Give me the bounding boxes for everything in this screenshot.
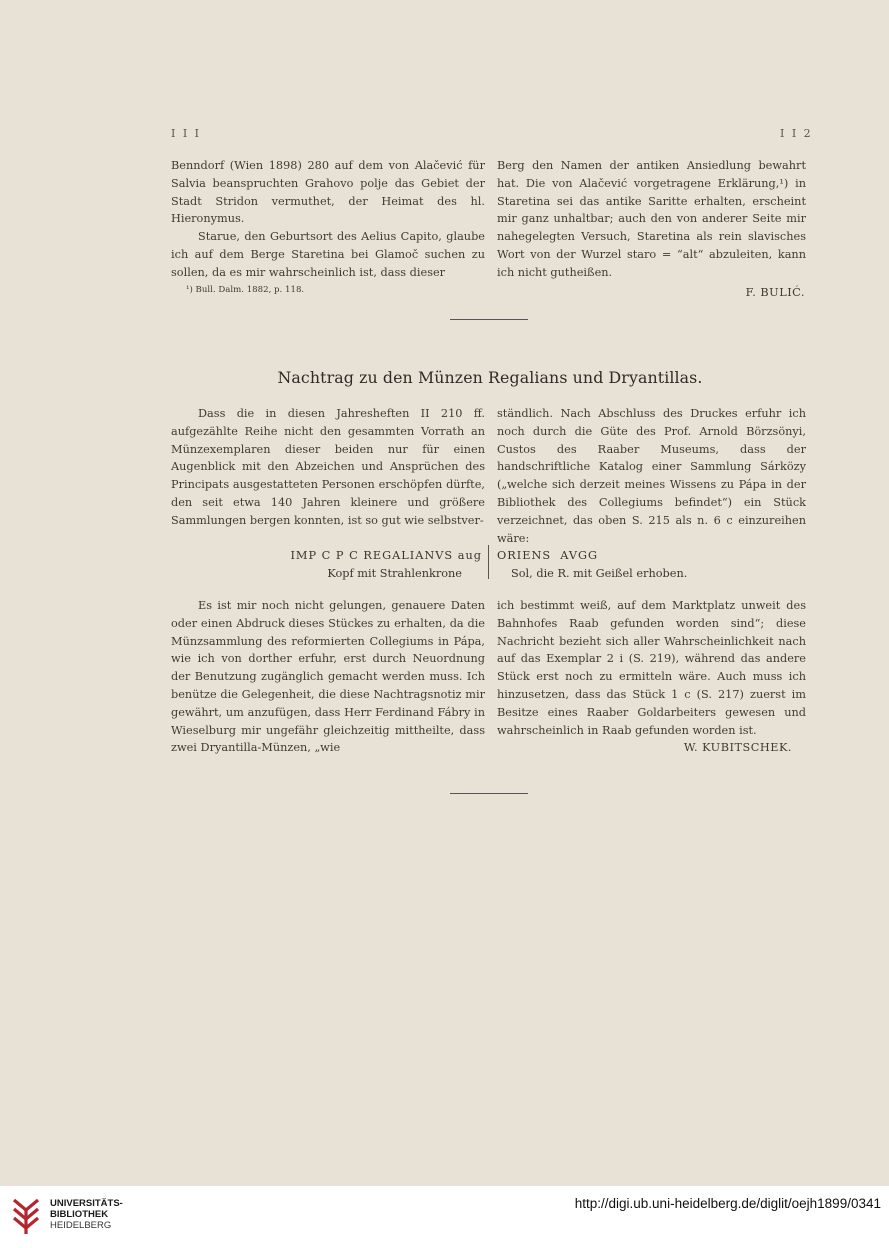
- library-name-line-1: UNIVERSITÄTS-: [50, 1198, 123, 1209]
- library-name: [50, 1198, 123, 1231]
- footer-bar: [0, 1186, 889, 1248]
- article2-left-column-1: [171, 405, 485, 530]
- article2-left-paragraph-1: Dass die in diesen Jahresheften II 210 ff. aufgezählte Reihe nicht den gesammten Vorrath an Münzexemplaren dieser beiden nur für einen Augenblick mit den Abzeichen und Ansprüchen des Principats ausgestatteten Personen erschöpfen dürfte, den seit etwa 140 Jahren kleinere und größere Sammlungen bergen konnten, ist so gut wie selbstver-: [171, 407, 485, 527]
- section-divider-2: [450, 793, 528, 794]
- section-divider-1: [450, 319, 528, 320]
- coin-reverse: [497, 547, 797, 583]
- logo-strokes: [14, 1200, 38, 1234]
- page-number-right: I I 2: [780, 127, 813, 140]
- source-url-link[interactable]: http://digi.ub.uni-heidelberg.de/diglit/oejh1899/0341: [574, 1196, 881, 1211]
- article2-right-column-1: [497, 405, 806, 547]
- coin-divider: [488, 545, 489, 579]
- university-library-logo-icon: [10, 1194, 42, 1236]
- coin-obverse-description: Kopf mit Strahlenkrone: [327, 567, 462, 580]
- article1-right-paragraph-1: Berg den Namen der antiken Ansiedlung bewahrt hat. Die von Alačević vorgetragene Erklärung,¹) in Staretina sei das antike Saritte erhalten, erscheint mir ganz unhaltbar; auch den von anderer Seite mir nahegelegten Versuch, Staretina als rein slavisches Wort von der Wurzel staro = “alt“ abzuleiten, kann ich nicht gutheißen.: [497, 159, 806, 279]
- article2-left-paragraph-2: Es ist mir noch nicht gelungen, genauere Daten oder einen Abdruck dieses Stückes zu erhalten, da die Münzsammlung des reformierten Collegiums in Pápa, wie ich von dorther erfuhr, erst durch Neuordnung der Benutzung zugänglich gemacht werden muss. Ich benütze die Gelegenheit, die diese Nachtragsnotiz mir gewährt, um anzufügen, dass Herr Ferdinand Fábry in Wieselburg mir ungefähr gleichzeitig mittheilte, dass zwei Dryantilla-Münzen, „wie: [171, 599, 485, 755]
- page-number-left: I I I: [171, 127, 202, 140]
- coin-reverse-description: Sol, die R. mit Geißel erhoben.: [511, 567, 688, 580]
- article1-left-paragraph-1: Benndorf (Wien 1898) 280 auf dem von Alačević für Salvia beanspruchten Grahovo polje das Gebiet der Stadt Stridon vermuthet, der Heimat des hl. Hieronymus.: [171, 159, 485, 226]
- article2-left-column-2: [171, 597, 485, 757]
- coin-reverse-legend: ORIENS AVGG: [497, 549, 599, 562]
- coin-obverse-legend: IMP C P C REGALIANVS aug: [290, 549, 482, 562]
- library-name-line-3: HEIDELBERG: [50, 1220, 112, 1231]
- footnote: ¹) Bull. Dalm. 1882, p. 118.: [186, 284, 305, 295]
- article-title: Nachtrag zu den Münzen Regalians und Dryantillas.: [277, 368, 703, 387]
- logo-stroke-1: [14, 1200, 38, 1210]
- article1-left-paragraph-2: Starue, den Geburtsort des Aelius Capito, glaube ich auf dem Berge Staretina bei Glamoč suchen zu sollen, da es mir wahrscheinlich ist, dass dieser: [171, 230, 485, 279]
- article2-right-paragraph-2: ich bestimmt weiß, auf dem Marktplatz unweit des Bahnhofes Raab gefunden worden sind“; diese Nachricht bezieht sich aller Wahrscheinlichkeit nach auf das Exemplar 2 i (S. 219), während das andere Stück erst noch zu ermitteln wäre. Auch muss ich hinzusetzen, dass das Stück 1 c (S. 217) zuerst im Besitze eines Raaber Goldarbeiters gewesen und wahrscheinlich in Raab gefunden worden ist.: [497, 599, 806, 737]
- signature-kubitschek: W. KUBITSCHEK.: [683, 741, 792, 755]
- article1-left-column: [171, 157, 485, 297]
- article2-right-paragraph-1: ständlich. Nach Abschluss des Druckes erfuhr ich noch durch die Güte des Prof. Arnold Börzsönyi, Custos des Raaber Museums, dass der handschriftliche Katalog einer Sammlung Sárközy („welche sich derzeit meines Wissens zu Pápa in der Bibliothek des Collegiums befindet“) ein Stück verzeichnet, das oben S. 215 als n. 6 c einzureihen wäre:: [497, 407, 806, 545]
- article1-right-column: [497, 157, 806, 301]
- signature-bulic: F. BULIĆ.: [745, 285, 805, 299]
- library-name-line-2: BIBLIOTHEK: [50, 1209, 109, 1220]
- coin-obverse: [230, 547, 482, 583]
- article2-right-column-2: [497, 597, 806, 757]
